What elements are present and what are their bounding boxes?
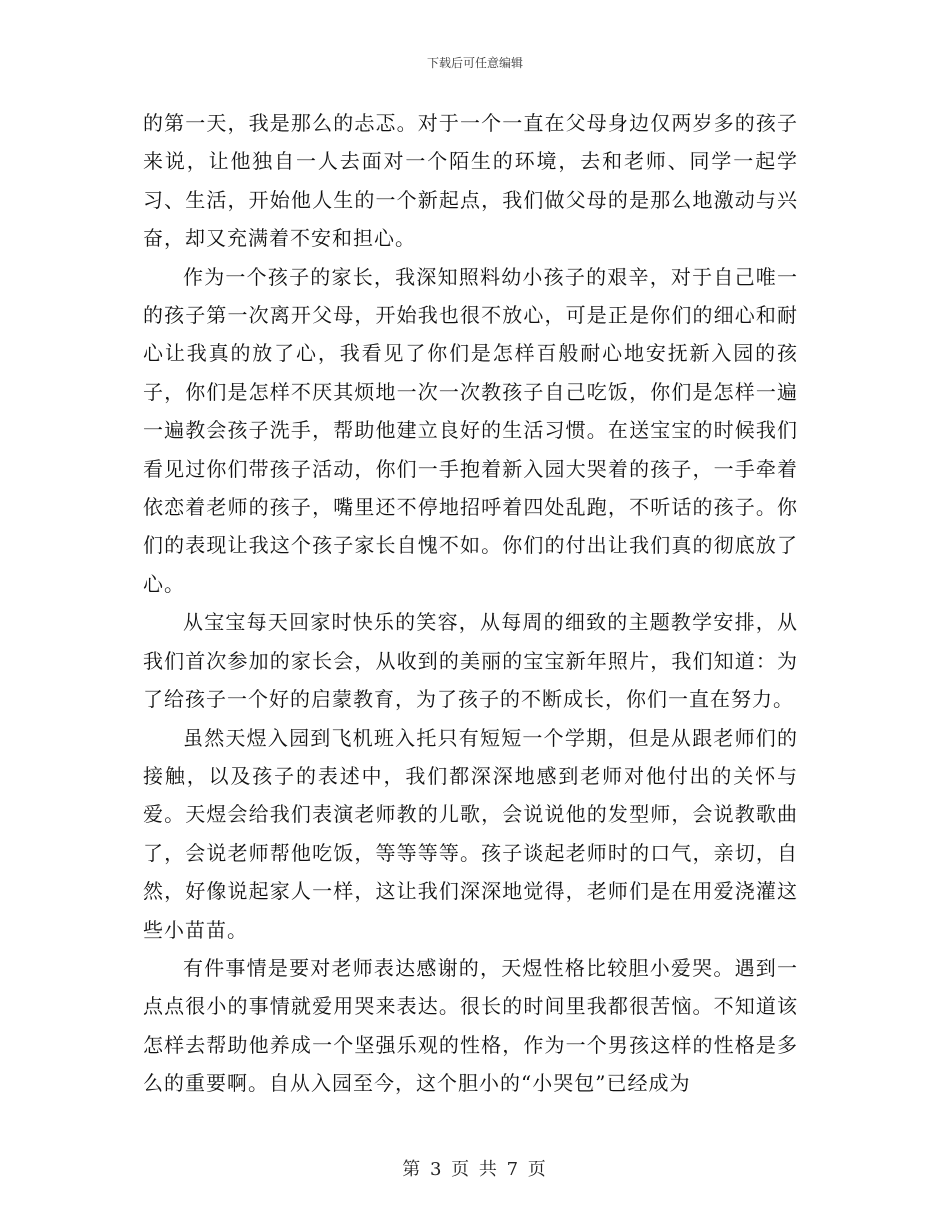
page-header: 下载后可任意编辑 <box>426 56 523 70</box>
paragraph: 从宝宝每天回家时快乐的笑容，从每周的细致的主题教学安排，从我们首次参加的家长会，从收到的美丽的宝宝新年照片，我们知道：为了给孩子一个好的启蒙教育，为了孩子的不断成长，你们一直在努力。 <box>143 610 798 712</box>
page-footer-page-number: 第 3 页 共 7 页 <box>402 1159 548 1180</box>
paragraph-continuation: 的第一天，我是那么的忐忑。对于一个一直在父母身边仅两岁多的孩子来说，让他独自一人去面对一个陌生的环境，去和老师、同学一起学习、生活，开始他人生的一个新起点，我们做父母的是那么地激动与兴奋，却又充满着不安和担心。 <box>143 111 798 251</box>
paragraph: 作为一个孩子的家长，我深知照料幼小孩子的艰辛，对于自己唯一的孩子第一次离开父母，开始我也很不放心，可是正是你们的细心和耐心让我真的放了心，我看见了你们是怎样百般耐心地安抚新入园的孩子，你们是怎样不厌其烦地一次一次教孩子自己吃饭，你们是怎样一遍一遍教会孩子洗手，帮助他建立良好的生活习惯。在送宝宝的时候我们看见过你们带孩子活动，你们一手抱着新入园大哭着的孩子，一手牵着依恋着老师的孩子，嘴里还不停地招呼着四处乱跑，不听话的孩子。你们的表现让我这个孩子家长自愧不如。你们的付出让我们真的彻底放了心。 <box>143 264 798 596</box>
document-body <box>143 104 798 1103</box>
paragraph: 有件事情是要对老师表达感谢的，天煜性格比较胆小爱哭。遇到一点点很小的事情就爱用哭来表达。很长的时间里我都很苦恼。不知道该怎样去帮助他养成一个坚强乐观的性格，作为一个男孩这样的性格是多么的重要啊。自从入园至今，这个胆小的“小哭包”已经成为 <box>143 955 798 1096</box>
paragraph: 虽然天煜入园到飞机班入托只有短短一个学期，但是从跟老师们的接触，以及孩子的表述中，我们都深深地感到老师对他付出的关怀与爱。天煜会给我们表演老师教的儿歌，会说说他的发型师，会说教歌曲了，会说老师帮他吃饭，等等等等。孩子谈起老师时的口气，亲切，自然，好像说起家人一样，这让我们深深地觉得，老师们是在用爱浇灌这些小苗苗。 <box>143 725 798 942</box>
